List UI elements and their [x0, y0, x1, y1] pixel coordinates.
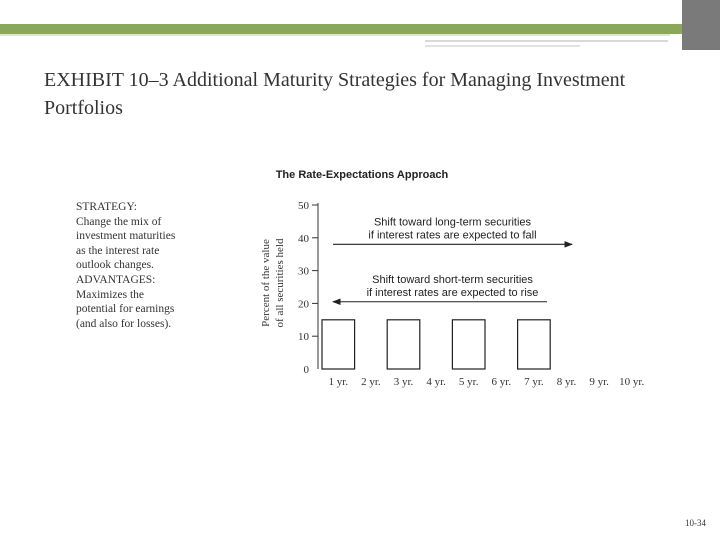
- x-tick-label: 10 yr.: [619, 376, 645, 388]
- chart-title: The Rate-Expectations Approach: [275, 169, 449, 181]
- strategy-description: STRATEGY: Change the mix of investment maturities as the interest rate outlook changes. ADVANTAGES: Maximizes the potential for earnings (and also for losses).: [76, 201, 176, 330]
- x-tick-label: 3 yr.: [393, 376, 414, 388]
- bar-3-yr: [387, 320, 420, 369]
- annotation-2-line1: Shift toward short-term securities: [372, 273, 533, 286]
- x-tick-label: 6 yr.: [491, 376, 512, 388]
- y-axis-label-line1: Percent of the value: [260, 239, 272, 327]
- bar-5-yr: [452, 320, 485, 369]
- x-tick-label: 2 yr.: [361, 376, 381, 388]
- annotation-1-line1: Shift toward long-term securities: [373, 216, 532, 229]
- y-tick-label: 0: [303, 364, 309, 376]
- y-axis-label-line2: of all securities held: [274, 238, 286, 328]
- bar-1-yr: [322, 320, 355, 369]
- plot-area: [298, 200, 644, 388]
- y-tick-label: 20: [298, 298, 309, 311]
- annotation-2-line2: if interest rates are expected to rise: [366, 286, 539, 299]
- y-tick-label: 50: [298, 200, 309, 212]
- y-tick-label: 10: [298, 331, 309, 344]
- annotation-1-line2: if interest rates are expected to fall: [368, 229, 537, 242]
- y-tick-label: 40: [298, 232, 309, 245]
- x-tick-label: 5 yr.: [458, 376, 479, 388]
- slide-title: EXHIBIT 10–3 Additional Maturity Strategies for Managing Investment Portfolios: [44, 69, 626, 119]
- x-tick-label: 1 yr.: [328, 376, 349, 388]
- x-tick-label: 9 yr.: [589, 376, 609, 388]
- x-tick-label: 8 yr.: [556, 376, 577, 388]
- bar-7-yr: [518, 320, 551, 369]
- x-tick-label: 7 yr.: [524, 376, 544, 388]
- y-tick-label: 30: [298, 265, 309, 278]
- page-number: 10-34: [685, 518, 706, 528]
- x-tick-label: 4 yr.: [426, 376, 446, 388]
